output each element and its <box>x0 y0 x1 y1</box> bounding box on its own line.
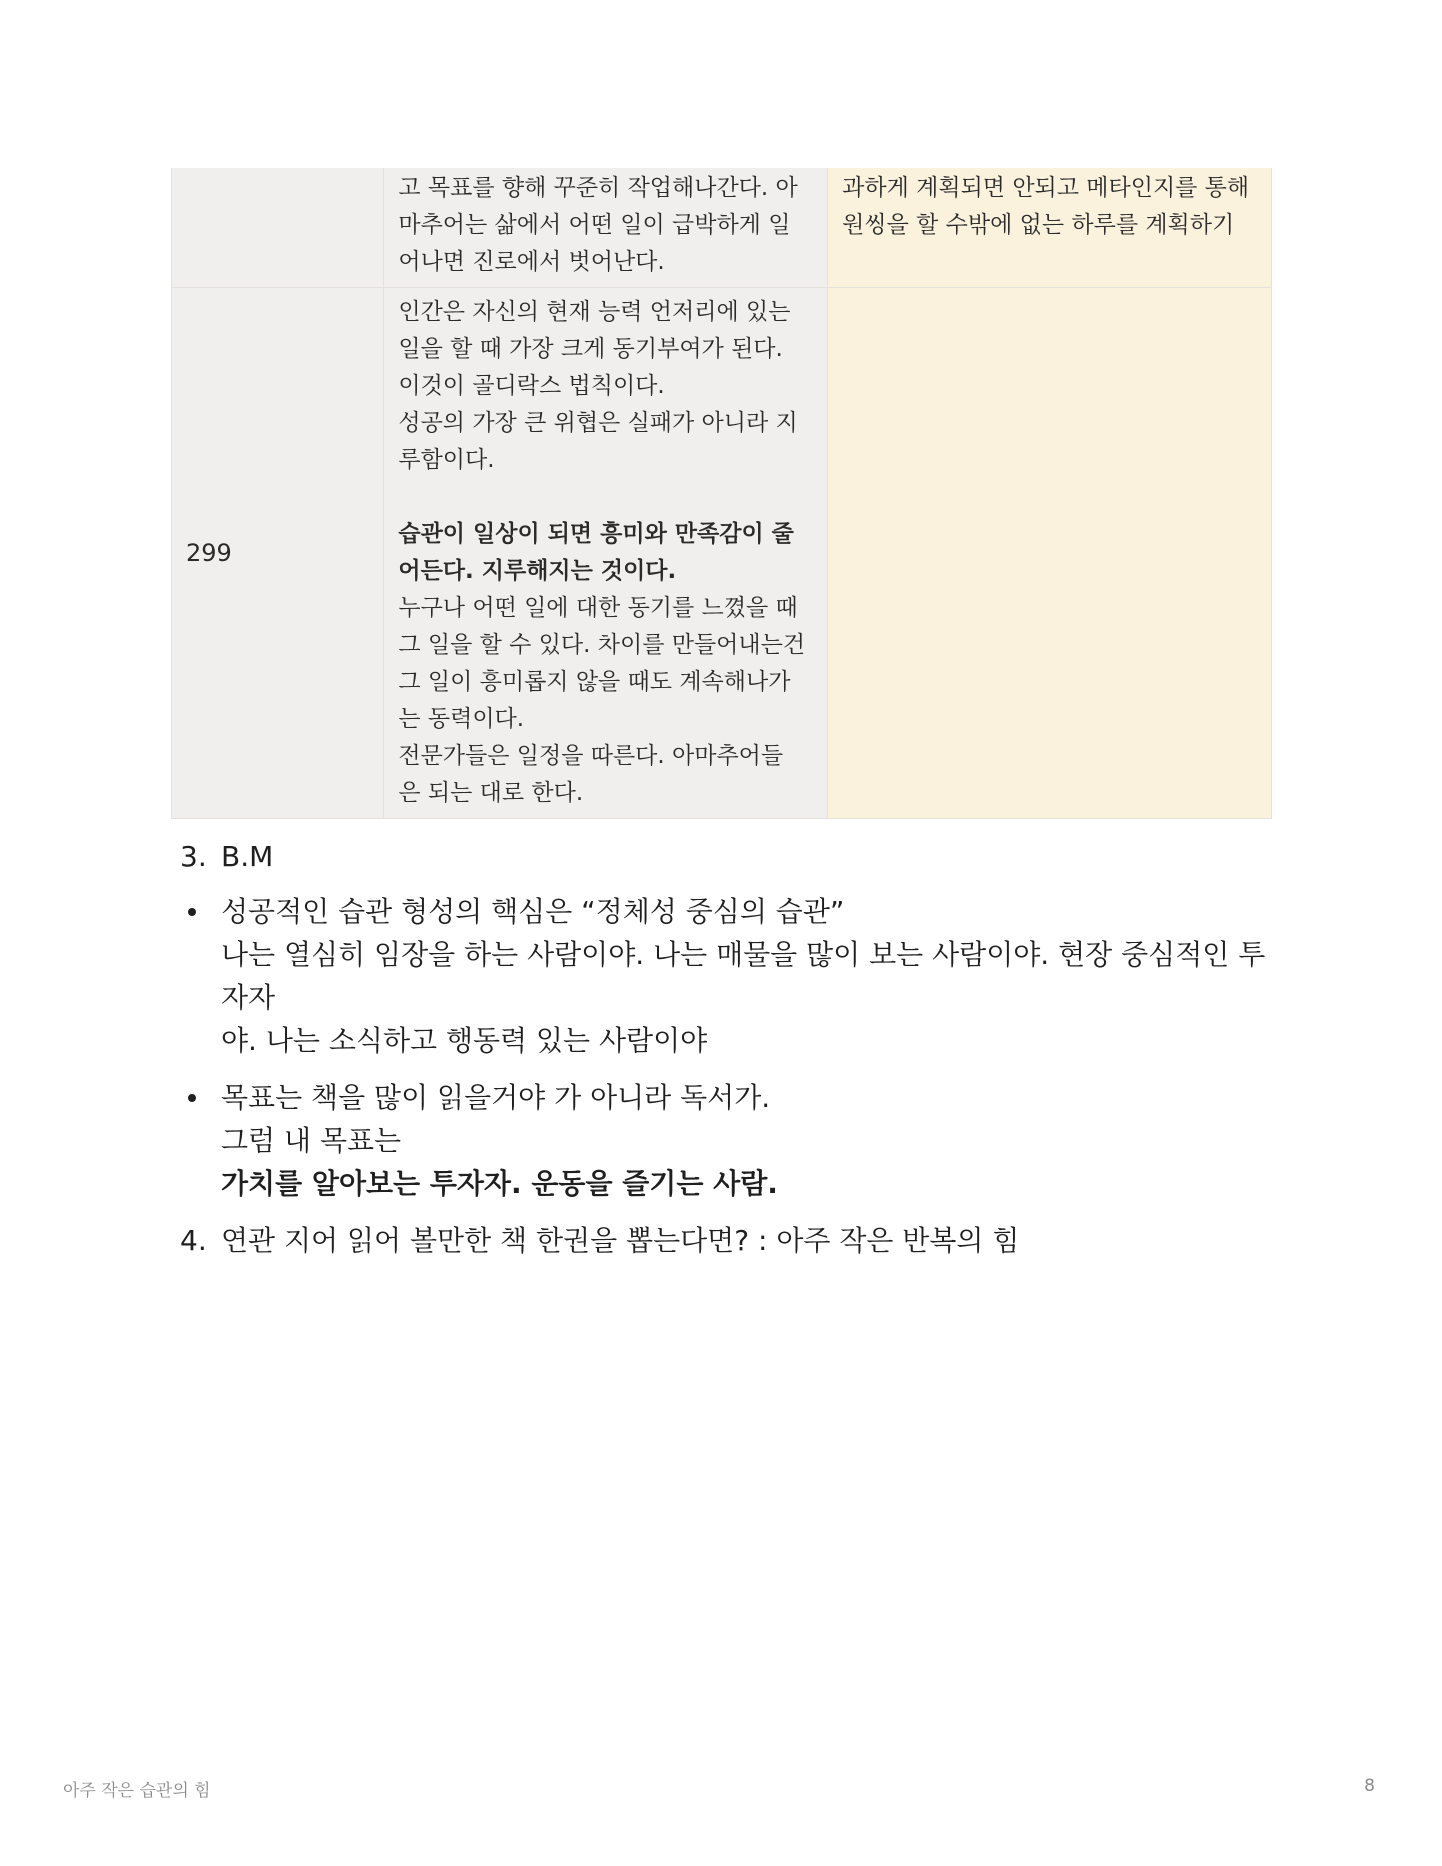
cell-line: 은 되는 대로 한다. <box>398 780 584 806</box>
cell-line: 는 동력이다. <box>398 706 525 732</box>
cell-line: 그 일을 할 수 있다. 차이를 만들어내는건 <box>398 632 806 658</box>
cell-line: 일을 할 때 가장 크게 동기부여가 된다. <box>398 336 783 362</box>
text-line: 나는 열심히 임장을 하는 사람이야. 나는 매물을 많이 보는 사람이야. 현장 중심적인 투자자 <box>221 938 1266 1014</box>
list-number: 4. <box>180 1224 207 1257</box>
list-item <box>180 890 1280 1062</box>
footer-title: 아주 작은 습관의 힘 <box>63 1781 211 1801</box>
cell-line: 인간은 자신의 현재 능력 언저리에 있는 <box>398 299 791 325</box>
thought-cell <box>828 168 1272 288</box>
table-row <box>172 288 1272 819</box>
list-number: 3. <box>180 840 207 873</box>
cell-line: 루함이다. <box>398 447 495 473</box>
blank-line <box>398 479 813 516</box>
cell-line: 성공의 가장 큰 위협은 실패가 아니라 지 <box>398 410 798 436</box>
quote-cell <box>384 168 828 288</box>
text-line: 그럼 내 목표는 <box>221 1124 402 1157</box>
bullet-icon <box>180 1076 221 1205</box>
cell-line-bold: 어든다. 지루해지는 것이다. <box>398 558 677 584</box>
text-line: 성공적인 습관 형성의 핵심은 “정체성 중심의 습관” <box>221 895 845 928</box>
quote-cell <box>384 288 828 819</box>
cell-line: 과하게 계획되면 안되고 메타인지를 통해 <box>842 175 1250 201</box>
cell-line: 어나면 진로에서 벗어난다. <box>398 249 665 275</box>
list-item-text <box>221 1076 778 1205</box>
text-line: 야. 나는 소식하고 행동력 있는 사람이야 <box>221 1024 708 1057</box>
table-row <box>172 168 1272 288</box>
cell-line-bold: 습관이 일상이 되면 흥미와 만족감이 줄 <box>398 521 794 547</box>
list-item-text <box>221 890 1280 1062</box>
text-line: 목표는 책을 많이 읽을거야 가 아니라 독서가. <box>221 1081 771 1114</box>
cell-line: 고 목표를 향해 꾸준히 작업해나간다. 아 <box>398 175 798 201</box>
list-item <box>180 1076 1280 1205</box>
cell-line: 이것이 골디락스 법칙이다. <box>398 373 665 399</box>
cell-line: 그 일이 흥미롭지 않을 때도 계속해나가 <box>398 669 791 695</box>
bullet-icon <box>180 890 221 1062</box>
page-number-cell: 299 <box>172 288 384 819</box>
page-number: 8 <box>1364 1776 1375 1796</box>
cell-line: 전문가들은 일정을 따른다. 아마추어들 <box>398 743 784 769</box>
section-3-heading <box>180 835 1280 878</box>
notes-table <box>171 168 1272 819</box>
section-title: B.M <box>221 840 274 873</box>
section-text: 연관 지어 읽어 볼만한 책 한권을 뽑는다면? : 아주 작은 반복의 힘 <box>221 1224 1020 1257</box>
page-number-cell <box>172 168 384 288</box>
cell-line: 마추어는 삶에서 어떤 일이 급박하게 일 <box>398 212 791 238</box>
cell-line: 누구나 어떤 일에 대한 동기를 느꼈을 때 <box>398 595 798 621</box>
thought-cell <box>828 288 1272 819</box>
cell-line: 원씽을 할 수밖에 없는 하루를 계획하기 <box>842 212 1235 238</box>
document-body <box>180 835 1280 1274</box>
section-4-item <box>180 1219 1280 1262</box>
goal-statement: 가치를 알아보는 투자자. 운동을 즐기는 사람. <box>221 1167 778 1200</box>
